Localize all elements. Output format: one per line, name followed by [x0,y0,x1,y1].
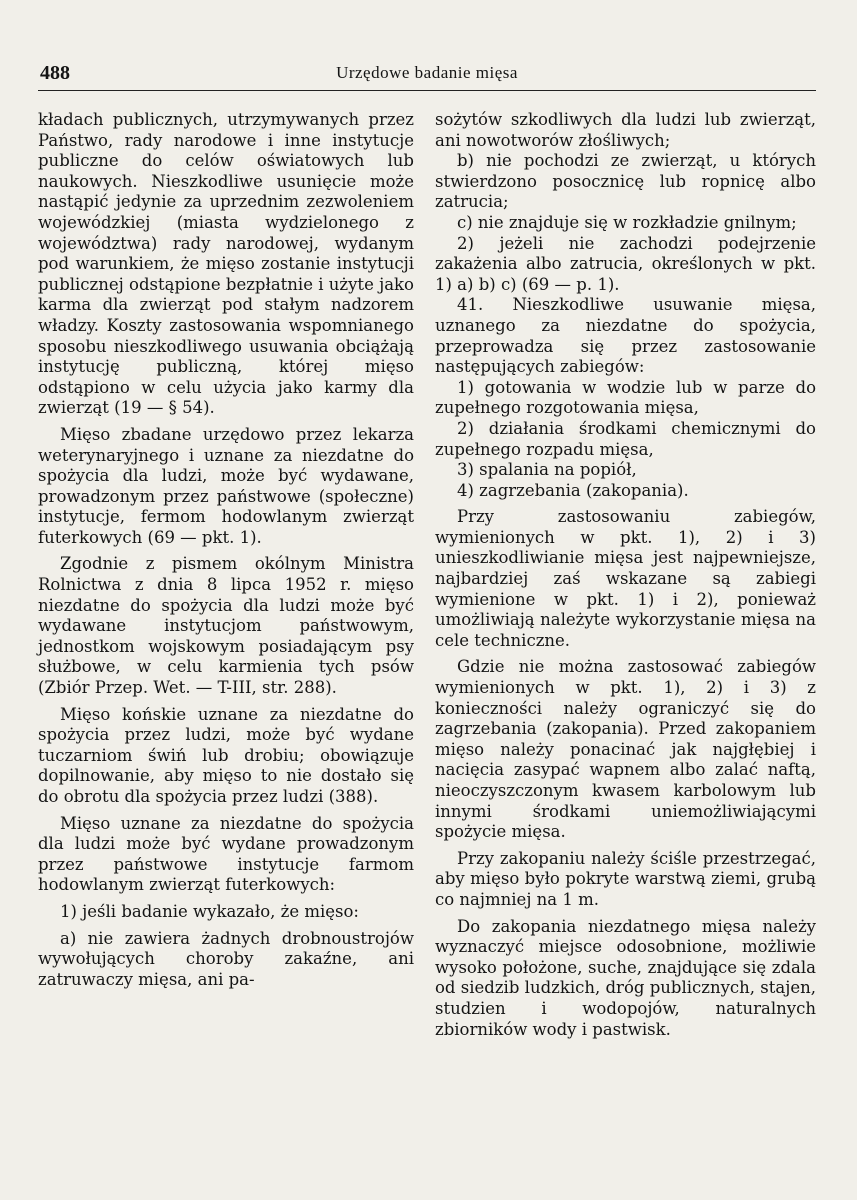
list-item: 1) gotowania w wodzie lub w parze do zupełnego rozgotowania mięsa, [435,377,816,418]
book-page [38,60,816,1180]
list-item: 4) zagrzebania (zakopania). [457,480,689,500]
page-number: 488 [40,62,70,84]
list-item: 1) jeśli badanie wykazało, że mięso: [60,901,359,921]
paragraph: Przy zakopaniu należy ściśle przestrzegać, aby mięso było pokryte warstwą ziemi, grubą co najmniej na 1 m. [435,848,816,909]
section-paragraph: 41. Nieszkodliwe usuwanie mięsa, uznanego za niezdatne do spożycia, przeprowadza się przez zastosowanie następujących zabiegów: [435,295,816,377]
list-item: b) nie pochodzi ze zwierząt, u których stwierdzono posocznicę lub ropnicę albo zatrucia; [435,151,816,212]
paragraph: Mięso końskie uznane za niezdatne do spożycia przez ludzi, może być wydane tuczarniom świń lub drobiu; obowiązuje dopilnowanie, aby mięso to nie dostało się do obrotu dla spożycia przez ludzi (388). [38,704,414,806]
list-item: c) nie znajduje się w rozkładzie gnilnym; [457,212,797,232]
right-column [435,110,816,1040]
paragraph: Do zakopania niezdatnego mięsa należy wyznaczyć miejsce odosobnione, możliwie wysoko położone, suche, znajdujące się zdala od siedzib ludzkich, dróg publicznych, stajen, studzien i wodopojów, naturalnych zbiorników wody i pastwisk. [435,916,816,1039]
page-header [38,60,816,91]
paragraph: kładach publicznych, utrzymywanych przez Państwo, rady narodowe i inne instytucje publiczne do celów oświatowych lub naukowych. Nieszkodliwe usunięcie może nastąpić jedynie za uprzednim zezwoleniem wojewódzkiej (miasta wydzielonego z województwa) rady narodowej, wydanym pod warunkiem, że mięso zostanie instytucji publicznej odstąpione bezpłatnie i użyte jako karma dla zwierząt pod stałym nadzorem władzy. Koszty zastosowania wspomnianego sposobu nieszkodliwego usuwania obciążają instytucję publiczną, której mięso odstąpiono w celu użycia jako karmy dla zwierząt (19 — § 54). [38,110,414,418]
list-item: a) nie zawiera żadnych drobnoustrojów wywołujących choroby zakaźne, ani zatruwaczy mięsa, ani pa- [38,928,414,989]
left-column [38,110,414,1040]
paragraph: Mięso zbadane urzędowo przez lekarza weterynaryjnego i uznane za niezdatne do spożycia dla ludzi, może być wydawane, prowadzonym przez państwowe (społeczne) instytucje, fermom hodowlanym zwierząt futerkowych (69 — pkt. 1). [38,424,414,547]
text-columns [38,110,816,1040]
list-item: 3) spalania na popiół, [457,460,637,480]
paragraph: Mięso uznane za niezdatne do spożycia dla ludzi może być wydane prowadzonym przez państwowe instytucje farmom hodowlanym zwierząt futerkowych: [38,813,414,895]
list-item: 2) jeżeli nie zachodzi podejrzenie zakażenia albo zatrucia, określonych w pkt. 1) a) b) c) (69 — p. 1). [435,233,816,294]
paragraph: Zgodnie z pismem okólnym Ministra Rolnictwa z dnia 8 lipca 1952 r. mięso niezdatne do spożycia dla ludzi może być wydawane instytucjom państwowym, jednostkom wojskowym posiadającym psy służbowe, w celu karmienia tych psów (Zbiór Przep. Wet. — T-III, str. 288). [38,554,414,698]
running-title: Urzędowe badanie mięsa [336,63,518,82]
paragraph: Gdzie nie można zastosować zabiegów wymienionych w pkt. 1), 2) i 3) z konieczności należy ograniczyć się do zagrzebania (zakopania). Przed zakopaniem mięso należy ponacinać jak najgłębiej i nacięcia zasypać wapnem albo zalać naftą, nieoczyszczonym kwasem karbolowym lub innymi środkami uniemożliwiającymi spożycie mięsa. [435,657,816,842]
paragraph: Przy zastosowaniu zabiegów, wymienionych w pkt. 1), 2) i 3) unieszkodliwianie mięsa jest najpewniejsze, najbardziej zaś wskazane są zabiegi wymienione w pkt. 1) i 2), ponieważ umożliwiają należyte wykorzystanie mięsa na cele techniczne. [435,507,816,650]
paragraph: sożytów szkodliwych dla ludzi lub zwierząt, ani nowotworów złośliwych; [435,110,816,150]
list-item: 2) działania środkami chemicznymi do zupełnego rozpadu mięsa, [435,418,816,459]
